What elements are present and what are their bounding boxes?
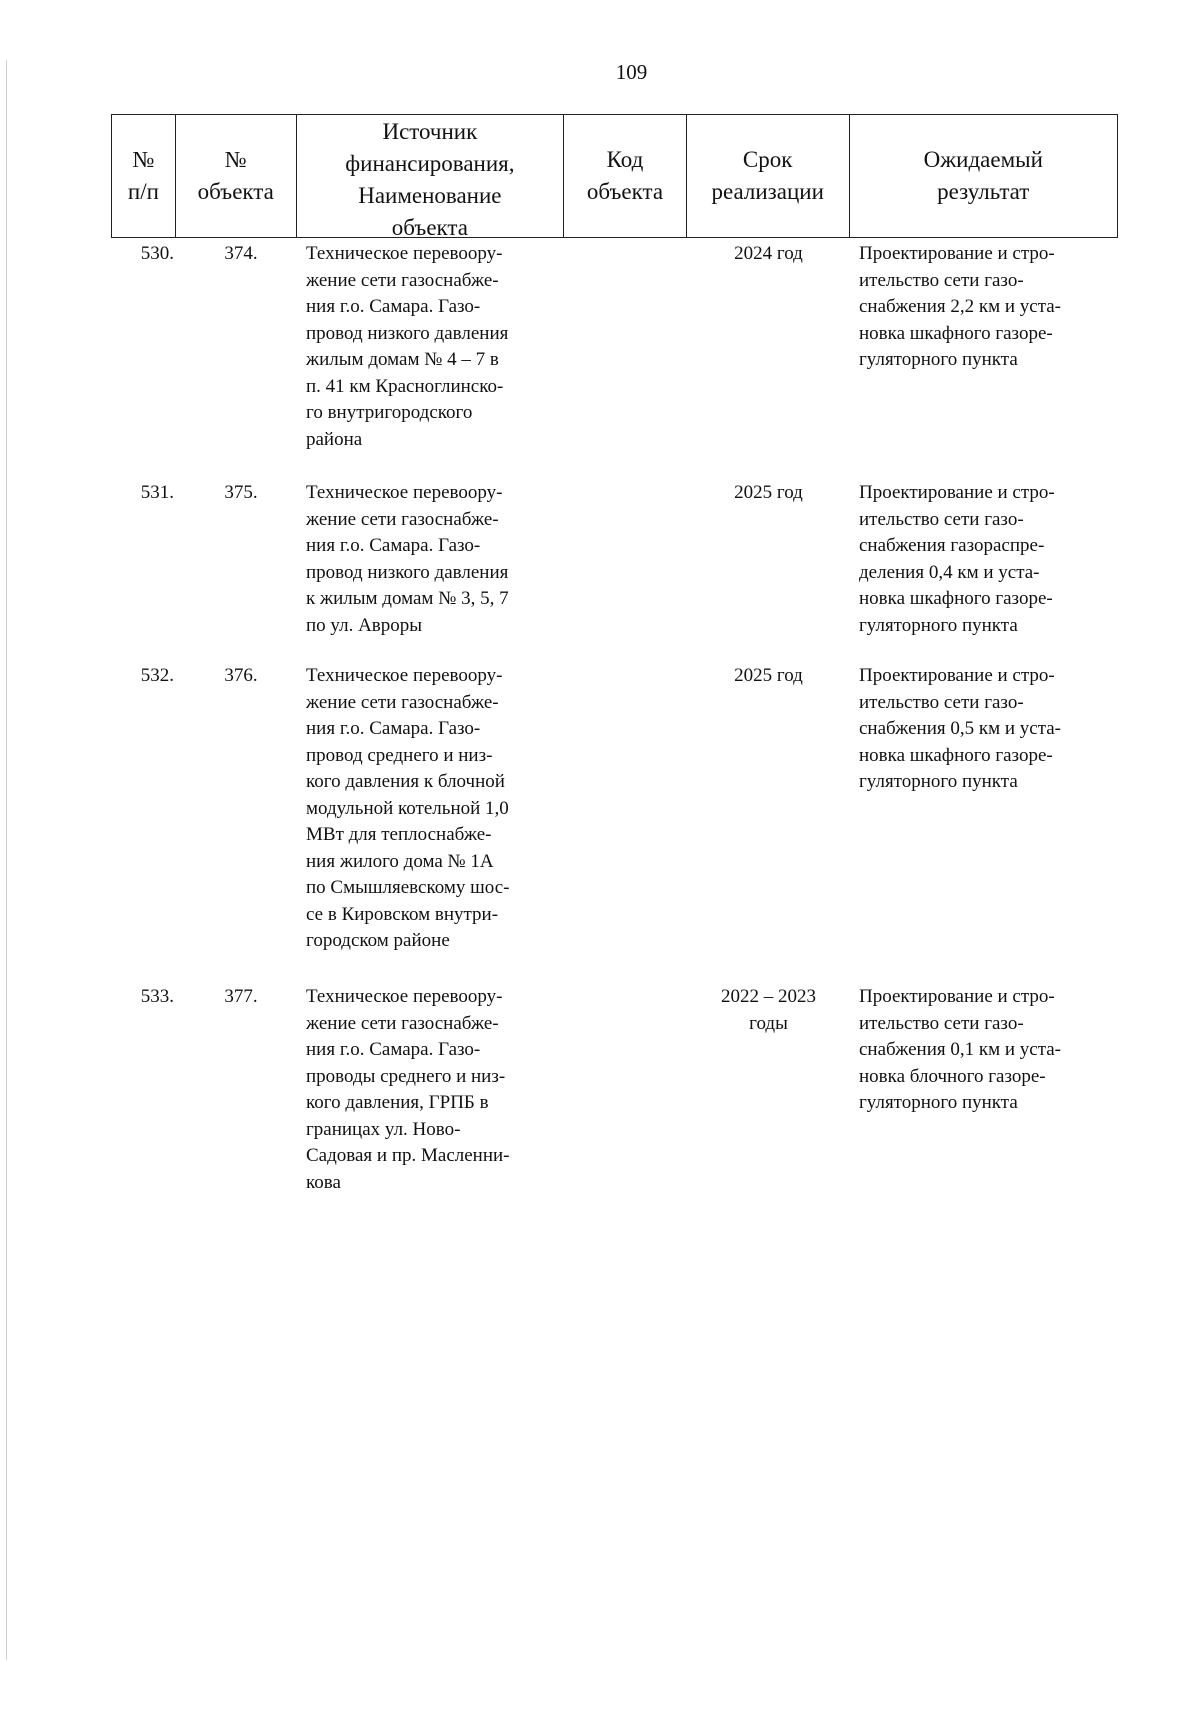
object-number: [181, 984, 301, 1011]
object-number: [181, 663, 301, 690]
expected-result-line: гуляторного пункта: [859, 771, 1018, 792]
expected-result-line: ительство сети газо-: [859, 1012, 1024, 1034]
header-financing-source: [296, 115, 563, 240]
header-line: Срок: [742, 147, 793, 172]
expected-result: [859, 241, 1118, 374]
object-name-line: жение сети газоснабже-: [306, 508, 499, 530]
row-number-line: 531.: [140, 482, 174, 503]
implementation-period-line: 2024 год: [734, 243, 803, 264]
object-name-line: к жилым домам № 3, 5, 7: [306, 588, 509, 609]
header-line: №: [132, 147, 155, 172]
object-name-line: жилым домам № 4 – 7 в: [306, 349, 499, 370]
expected-result-line: Проектирование и стро-: [859, 482, 1055, 503]
expected-result: [859, 663, 1118, 796]
object-name-line: жение сети газоснабже-: [306, 1012, 499, 1034]
object-name: [306, 480, 568, 639]
object-name-line: ния г.о. Самара. Газо-: [306, 535, 481, 556]
object-name: [306, 663, 568, 955]
object-name-line: ния жилого дома № 1А: [306, 850, 494, 872]
header-object-code: [563, 115, 686, 237]
implementation-period: [676, 663, 861, 690]
object-name-line: провод среднего и низ-: [306, 744, 493, 766]
header-object-number: [175, 115, 296, 237]
expected-result-line: снабжения 0,1 км и уста-: [859, 1039, 1062, 1060]
object-name-line: ния г.о. Самара. Газо-: [306, 718, 481, 739]
object-name-line: Техническое перевоору-: [306, 482, 503, 503]
table-row: [111, 984, 1118, 1204]
header-line: Источник: [382, 119, 478, 144]
scan-edge: [6, 60, 7, 1660]
object-name-line: Техническое перевоору-: [306, 243, 503, 264]
object-number: [181, 241, 301, 268]
object-name-line: ния г.о. Самара. Газо-: [306, 296, 481, 317]
implementation-period-line: 2025 год: [734, 482, 803, 503]
object-name-line: провод низкого давления: [306, 322, 509, 344]
header-implementation-period: [686, 115, 849, 237]
object-name-line: района: [306, 428, 363, 450]
object-name-line: модульной котельной 1,0: [306, 797, 509, 819]
expected-result-line: новка шкафного газоре-: [859, 322, 1053, 344]
object-name-line: проводы среднего и низ-: [306, 1065, 506, 1087]
expected-result-line: гуляторного пункта: [859, 614, 1018, 636]
expected-result-line: Проектирование и стро-: [859, 665, 1055, 686]
table-row: [111, 241, 1118, 461]
expected-result-line: новка блочного газоре-: [859, 1065, 1046, 1087]
header-line: объекта: [586, 179, 664, 204]
object-name-line: МВт для теплоснабже-: [306, 824, 492, 845]
object-name-line: Садовая и пр. Масленни-: [306, 1145, 510, 1166]
row-number: [111, 663, 174, 690]
row-number-line: 530.: [140, 243, 174, 264]
object-name-line: кова: [306, 1171, 341, 1193]
header-line: объекта: [391, 215, 468, 240]
expected-result-line: Проектирование и стро-: [859, 986, 1055, 1007]
expected-result-line: снабжения 2,2 км и уста-: [859, 296, 1062, 317]
row-number: [111, 984, 174, 1011]
object-name-line: го внутригородского: [306, 402, 473, 423]
expected-result-line: деления 0,4 км и уста-: [859, 561, 1040, 583]
expected-result-line: ительство сети газо-: [859, 691, 1024, 713]
row-number: [111, 241, 174, 268]
table-header: [111, 114, 1118, 238]
object-name-line: ния г.о. Самара. Газо-: [306, 1039, 481, 1060]
object-name-line: се в Кировском внутри-: [306, 903, 499, 925]
implementation-period-line: годы: [749, 1012, 788, 1034]
header-line: результат: [937, 179, 1030, 204]
object-name-line: кого давления к блочной: [306, 771, 505, 792]
header-row-number: [112, 115, 175, 237]
expected-result-line: новка шкафного газоре-: [859, 744, 1053, 766]
header-line: объекта: [197, 179, 274, 204]
header-expected-result: [849, 115, 1117, 237]
row-number-line: 532.: [140, 665, 174, 686]
header-line: Код: [606, 147, 644, 172]
object-name-line: жение сети газоснабже-: [306, 269, 499, 291]
header-line: п/п: [127, 179, 159, 204]
header-line: реализации: [711, 179, 824, 204]
object-name: [306, 984, 568, 1196]
expected-result: [859, 480, 1118, 639]
implementation-period-line: 2022 – 2023: [721, 986, 816, 1007]
table-row: [111, 663, 1118, 951]
page-number: 109: [615, 60, 648, 84]
implementation-period: [676, 984, 861, 1037]
expected-result-line: снабжения 0,5 км и уста-: [859, 718, 1062, 739]
expected-result-line: ительство сети газо-: [859, 508, 1024, 530]
object-name-line: границах ул. Ново-: [306, 1118, 461, 1140]
header-line: Ожидаемый: [923, 147, 1043, 172]
object-name-line: по ул. Авроры: [306, 614, 423, 636]
object-number-line: 375.: [224, 482, 258, 503]
object-name-line: жение сети газоснабже-: [306, 691, 499, 713]
implementation-period: [676, 480, 861, 507]
header-line: финансирования,: [345, 151, 515, 176]
implementation-period: [676, 241, 861, 268]
row-number: [111, 480, 174, 507]
object-name-line: Техническое перевоору-: [306, 986, 503, 1007]
object-number-line: 374.: [224, 243, 258, 264]
object-name-line: Техническое перевоору-: [306, 665, 503, 686]
header-line: Наименование: [358, 183, 502, 208]
expected-result: [859, 984, 1118, 1117]
expected-result-line: новка шкафного газоре-: [859, 588, 1053, 609]
expected-result-line: гуляторного пункта: [859, 1092, 1018, 1113]
implementation-period-line: 2025 год: [734, 665, 803, 686]
object-name-line: провод низкого давления: [306, 561, 509, 583]
object-name-line: по Смышляевскому шос-: [306, 877, 510, 898]
object-number-line: 376.: [224, 665, 258, 686]
object-name-line: п. 41 км Красноглинско-: [306, 375, 504, 397]
row-number-line: 533.: [140, 986, 174, 1007]
object-name: [306, 241, 568, 453]
object-number: [181, 480, 301, 507]
object-number-line: 377.: [224, 986, 258, 1007]
header-line: №: [224, 147, 247, 172]
expected-result-line: Проектирование и стро-: [859, 243, 1055, 264]
expected-result-line: снабжения газораспре-: [859, 535, 1045, 556]
expected-result-line: ительство сети газо-: [859, 269, 1024, 291]
object-name-line: кого давления, ГРПБ в: [306, 1092, 489, 1113]
expected-result-line: гуляторного пункта: [859, 349, 1018, 370]
object-name-line: городском районе: [306, 930, 450, 951]
